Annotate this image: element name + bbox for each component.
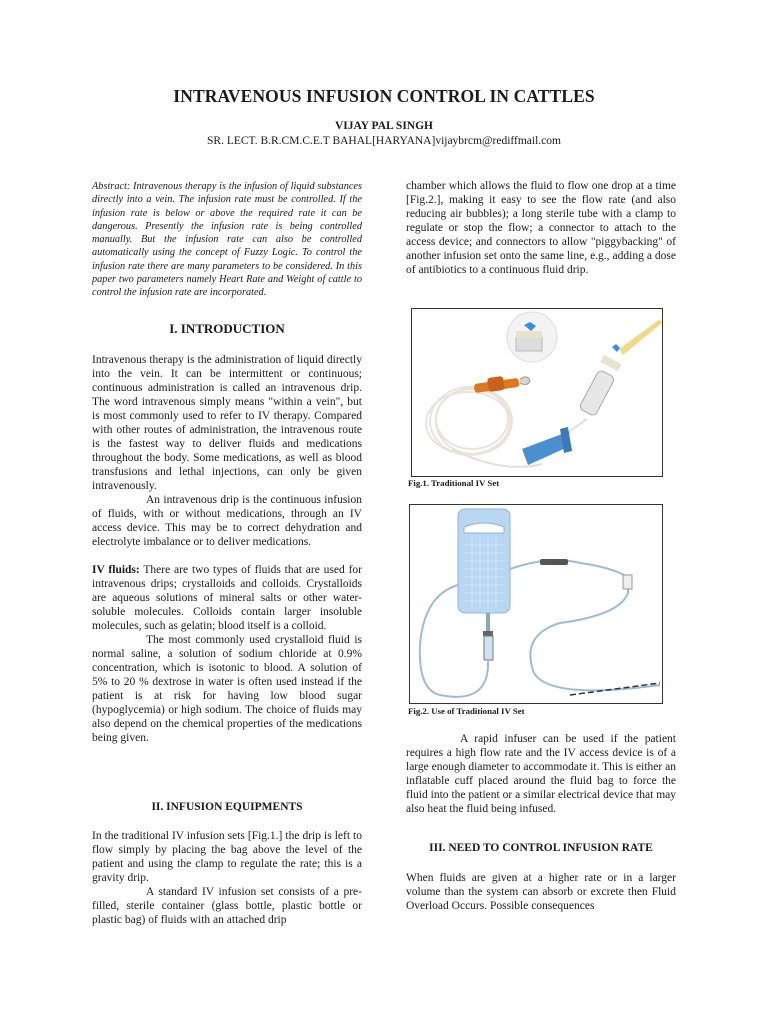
- drip-chamber: [579, 369, 616, 416]
- heading-introduction: I. INTRODUCTION: [169, 321, 285, 336]
- figure-2-image: [409, 504, 663, 704]
- blue-roller-clamp: [522, 434, 568, 465]
- figure-2-caption: Fig.2. Use of Traditional IV Set: [408, 706, 525, 716]
- paper-title: INTRAVENOUS INFUSION CONTROL IN CATTLES: [173, 86, 595, 106]
- abstract: Abstract: Intravenous therapy is the infusion of liquid substances directly into a vein. The infusion rate must be controlled. If the infusion rate is below or above the required rate it can be dangerous. Presently the infusion rate is being controlled manually. But the infusion rate can also be controlled automatically using the concept of Fuzzy Logic. To control the infusion rate there are many parameters to be considered. In this paper two parameters namely Heart Rate and Weight of cattle to control the infusion rate are incorporated.: [92, 181, 362, 299]
- heading-infusion-equipments: II. INFUSION EQUIPMENTS: [151, 801, 303, 813]
- iv-fluids-text: There are two types of fluids that are used for intravenous drips; crystalloids and colloids. Crystalloids are aqueous solutions of mineral salts or other water-soluble molecules. Colloids contain larger insoluble molecules, such as gelatin; blood itself is a colloid.: [92, 564, 363, 632]
- equipments-paragraph-2: A standard IV infusion set consists of a pre-filled, sterile container (glass bottle, plastic bottle or plastic bag) of fluids with an attached drip: [92, 886, 362, 926]
- heading-need-to-control: III. NEED TO CONTROL INFUSION RATE: [429, 842, 653, 854]
- intro-paragraph-2: An intravenous drip is the continuous infusion of fluids, with or without medications, through an IV access device. This may be to correct dehydration and electrolyte imbalance or to deliver medications.: [92, 494, 362, 548]
- iv-set-illustration: [412, 309, 662, 476]
- equipments-paragraph-3: A rapid infuser can be used if the patient requires a high flow rate and the IV access device is of a large enough diameter to accommodate it. This is either an inflatable cuff placed around the fluid bag to force the fluid into the patient or a similar electrical device that may also heat the fluid being infused.: [406, 733, 676, 815]
- intro-paragraph-3: [92, 563, 362, 633]
- iv-bag-illustration: [410, 505, 662, 703]
- iv-fluids-lead: IV fluids:: [92, 564, 140, 576]
- author-affiliation: SR. LECT. B.R.CM.C.E.T BAHAL[HARYANA]vijaybrcm@rediffmail.com: [207, 135, 561, 147]
- figure-1-caption: Fig.1. Traditional IV Set: [408, 478, 500, 488]
- intro-paragraph-1: Intravenous therapy is the administration of liquid directly into the vein. It can be intermittent or continuous; continuous administration is called an intravenous drip. The word intravenous simply means "within a vein", but is most commonly used to refer to IV therapy. Compared with other routes of administration, the intravenous route is the fastest way to deliver fluids and medications throughout the body. Some medications, as well as blood transfusions and lethal injections, can only be given intravenously.: [92, 354, 362, 492]
- equipments-section-body: [92, 829, 362, 927]
- author-name: VIJAY PAL SINGH: [335, 120, 433, 132]
- drip-chamber: [484, 636, 493, 660]
- equipments-paragraph-2-continued: chamber which allows the fluid to flow one drop at a time [Fig.2.], making it easy to see the flow rate (and also reducing air bubbles); a long sterile tube with a clamp to regulate or stop the flow; a connector to attach to the access device; and connectors to allow "piggybacking" of another infusion set onto the same line, e.g., adding a dose of antibiotics to a continuous fluid drip.: [406, 180, 676, 276]
- intro-paragraph-4: The most commonly used crystalloid fluid is normal saline, a solution of sodium chloride at 0.9% concentration, which is isotonic to blood. A solution of 5% to 20 % dextrose in water is often used instead if the patient is at risk for having low blood sugar (hypoglycemia) or high sodium. The choice of fluids may also depend on the chemical properties of the medications being given.: [92, 634, 362, 744]
- intro-section-body: [92, 353, 362, 745]
- equipments-paragraph-1: In the traditional IV infusion sets [Fig.1.] the drip is left to flow simply by placing the bag above the level of the patient and using the clamp to regulate the rate; this is a gravity drip.: [92, 830, 362, 884]
- figure-1-image: [411, 308, 663, 477]
- need-paragraph-1: When fluids are given at a higher rate or in a larger volume than the system can absorb or excrete then Fluid Overload Occurs. Possible consequences: [406, 872, 676, 912]
